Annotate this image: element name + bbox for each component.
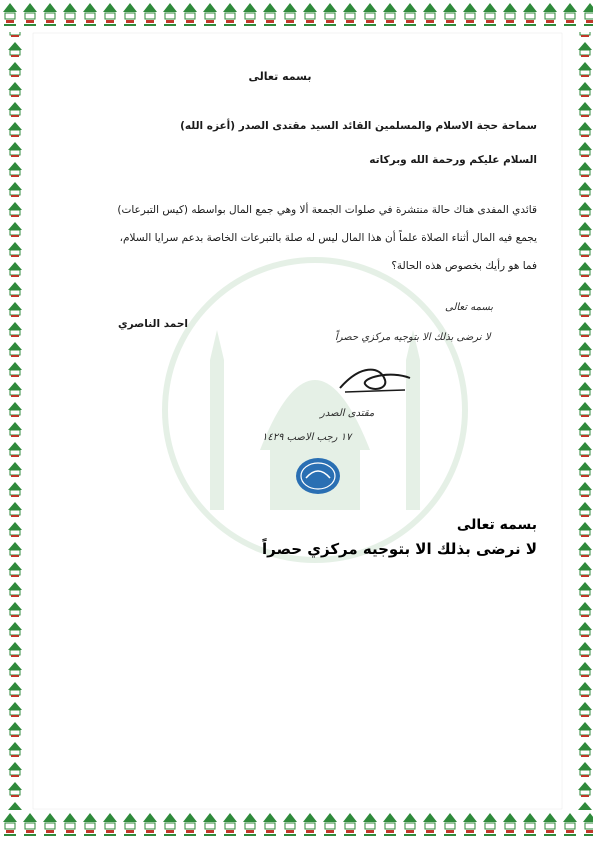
reply-text: لا نرضى بذلك الا بتوجيه مركزي حصراً xyxy=(261,540,537,558)
official-seal xyxy=(294,456,342,500)
mosque-watermark xyxy=(150,250,480,570)
signature xyxy=(330,360,420,404)
handwritten-signatory: مقتدى الصدر xyxy=(320,408,375,419)
sender-name: احمد الناصري xyxy=(118,318,188,330)
greeting-line: السلام عليكم ورحمة الله وبركاته xyxy=(369,154,537,166)
addressee-line: سماحة حجة الاسلام والمسلمين القائد السيد مقتدى الصدر (أعزه الله) xyxy=(180,120,537,132)
handwritten-reply: لا نرضى بذلك الا بتوجيه مركزي حصراً xyxy=(335,332,491,343)
header-bismillah: بسمه تعالى xyxy=(248,70,312,83)
body-line-1: قائدي المفدى هناك حالة منتشرة في صلوات الجمعة ألا وهي جمع المال بواسطه (كيس التبرعات) xyxy=(117,204,537,216)
handwritten-heading: بسمه تعالى xyxy=(445,302,494,313)
body-line-2: يجمع فيه المال أثناء الصلاة علماً أن هذا المال ليس له صلة بالتبرعات الخاصة بدعم سرايا السلام، xyxy=(119,232,537,244)
handwritten-date: ١٧ رجب الاصب ١٤٢٩ xyxy=(262,432,352,443)
reply-title: بسمه تعالى xyxy=(456,517,537,533)
body-line-3: فما هو رأيك بخصوص هذه الحالة؟ xyxy=(391,260,537,272)
